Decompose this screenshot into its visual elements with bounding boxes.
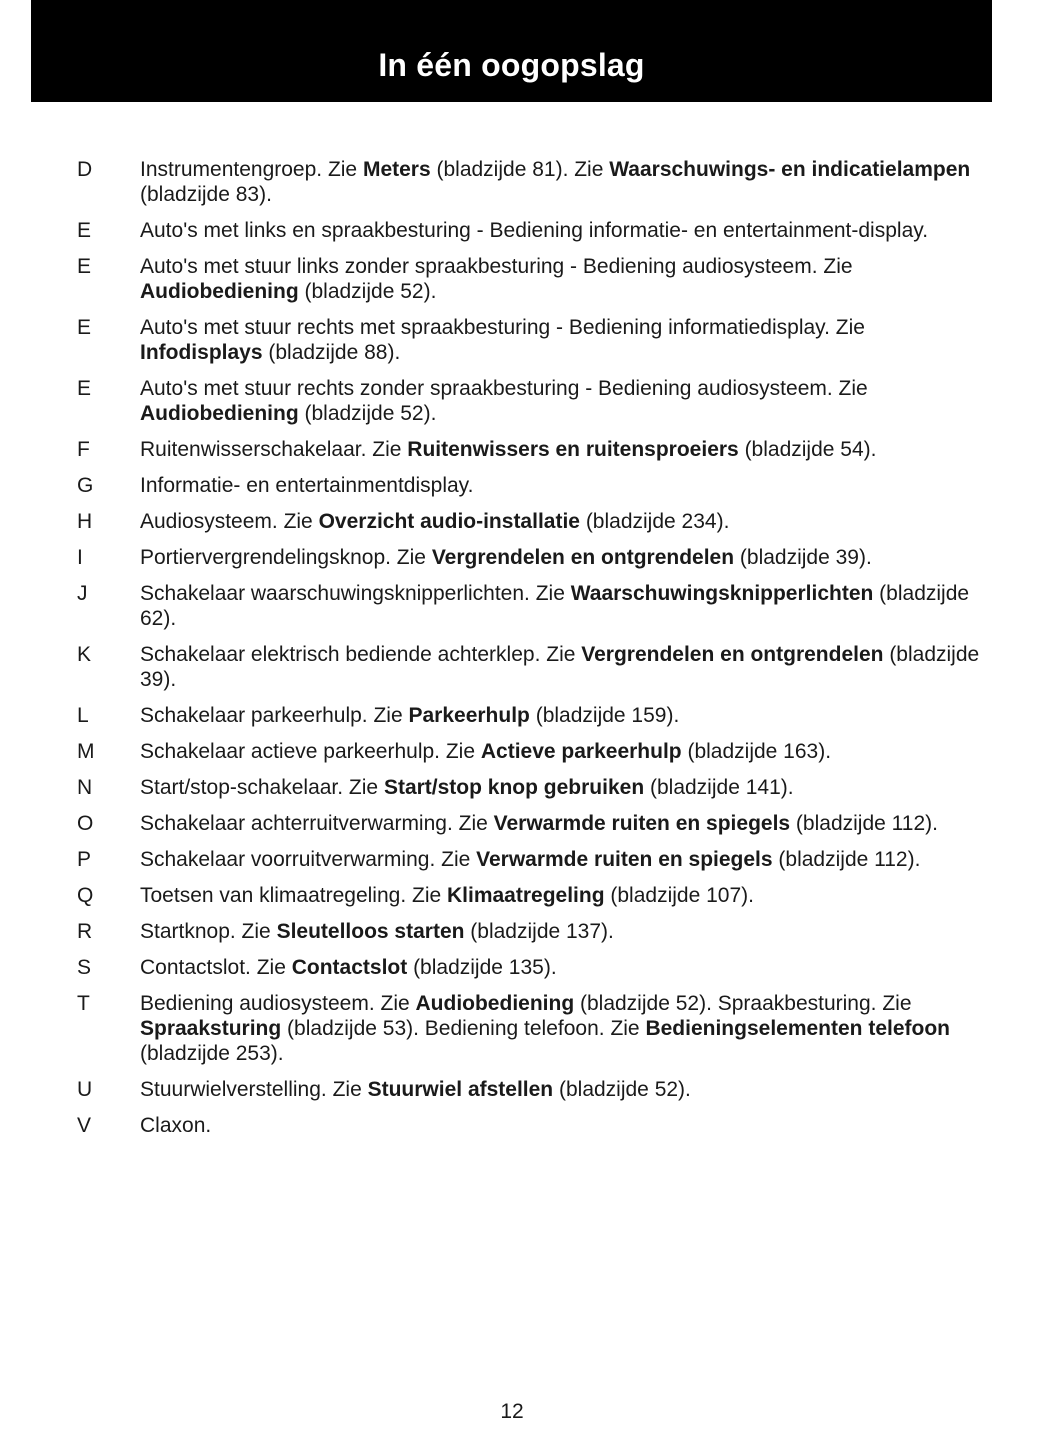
legend-item-letter: U bbox=[77, 1078, 93, 1101]
legend-item-description bbox=[140, 376, 985, 426]
description-text: Schakelaar parkeerhulp. Zie bbox=[140, 704, 409, 727]
description-text: (bladzijde 39). bbox=[734, 546, 872, 569]
description-text: Schakelaar actieve parkeerhulp. Zie bbox=[140, 740, 481, 763]
description-text: (bladzijde 52). Spraakbesturing. Zie bbox=[574, 992, 912, 1015]
description-text: Schakelaar waarschuwingsknipperlichten. Zie bbox=[140, 582, 571, 605]
description-text: (bladzijde 39). bbox=[140, 643, 980, 691]
cross-reference-link: Sleutelloos starten bbox=[276, 920, 465, 943]
cross-reference-link: Waarschuwings- en indicatielampen bbox=[609, 158, 971, 181]
legend-item bbox=[0, 883, 1056, 908]
legend-item bbox=[0, 775, 1056, 800]
legend-item bbox=[0, 811, 1056, 836]
legend-item-letter: N bbox=[77, 776, 93, 799]
legend-item bbox=[0, 703, 1056, 728]
description-text: (bladzijde 52). bbox=[298, 402, 437, 425]
legend-item bbox=[0, 254, 1056, 304]
legend-item-description bbox=[140, 1077, 985, 1102]
page-title: In één oogopslag bbox=[378, 47, 645, 83]
legend-item-letter: P bbox=[77, 848, 92, 871]
description-text: Auto's met stuur rechts met spraakbesturing - Bediening informatiedisplay. Zie bbox=[140, 316, 865, 339]
description-text: Toetsen van klimaatregeling. Zie bbox=[140, 884, 447, 907]
legend-item-description bbox=[140, 703, 985, 728]
description-text: Portiervergrendelingsknop. Zie bbox=[140, 546, 432, 569]
description-text: (bladzijde 52). bbox=[298, 280, 437, 303]
legend-item-description bbox=[140, 1113, 985, 1138]
description-text: (bladzijde 54). bbox=[738, 438, 877, 461]
legend-item bbox=[0, 509, 1056, 534]
legend-item bbox=[0, 581, 1056, 631]
legend-item bbox=[0, 847, 1056, 872]
legend-item bbox=[0, 739, 1056, 764]
legend-item-description bbox=[140, 919, 985, 944]
cross-reference-link: Bedieningselementen telefoon bbox=[645, 1017, 951, 1040]
cross-reference-link: Ruitenwissers en ruitensproeiers bbox=[407, 438, 739, 461]
legend-item-description bbox=[140, 883, 985, 908]
description-text: Schakelaar achterruitverwarming. Zie bbox=[140, 812, 494, 835]
description-text: Start/stop-schakelaar. Zie bbox=[140, 776, 384, 799]
legend-item-description bbox=[140, 545, 985, 570]
legend-item bbox=[0, 1077, 1056, 1102]
description-text: (bladzijde 107). bbox=[604, 884, 754, 907]
legend-item bbox=[0, 545, 1056, 570]
legend-item-letter: R bbox=[77, 920, 93, 943]
legend-item-letter: E bbox=[77, 377, 92, 400]
description-text: (bladzijde 135). bbox=[407, 956, 557, 979]
description-text: Startknop. Zie bbox=[140, 920, 277, 943]
legend-list bbox=[0, 157, 1056, 1149]
legend-item-description bbox=[140, 509, 985, 534]
description-text: (bladzijde 159). bbox=[529, 704, 680, 727]
legend-item-letter: V bbox=[77, 1114, 92, 1137]
description-text: Claxon. bbox=[140, 1114, 212, 1137]
description-text: Auto's met links en spraakbesturing - Bediening informatie- en entertainment-display. bbox=[140, 219, 929, 242]
legend-item bbox=[0, 642, 1056, 692]
description-text: Schakelaar elektrisch bediende achterklep. Zie bbox=[140, 643, 582, 666]
description-text: (bladzijde 83). bbox=[140, 183, 272, 206]
legend-item bbox=[0, 919, 1056, 944]
legend-item-letter: M bbox=[77, 740, 95, 763]
legend-item-letter: E bbox=[77, 255, 92, 278]
legend-item bbox=[0, 991, 1056, 1066]
description-text: Ruitenwisserschakelaar. Zie bbox=[140, 438, 408, 461]
legend-item bbox=[0, 157, 1056, 207]
legend-item-letter: E bbox=[77, 219, 92, 242]
legend-item bbox=[0, 955, 1056, 980]
description-text: Auto's met stuur links zonder spraakbesturing - Bediening audiosysteem. Zie bbox=[140, 255, 853, 278]
legend-item-description bbox=[140, 254, 985, 304]
legend-item-description bbox=[140, 739, 985, 764]
description-text: Instrumentengroep. Zie bbox=[140, 158, 363, 181]
cross-reference-link: Vergrendelen en ontgrendelen bbox=[431, 546, 735, 569]
legend-item bbox=[0, 376, 1056, 426]
description-text: (bladzijde 62). bbox=[140, 582, 970, 630]
cross-reference-link: Verwarmde ruiten en spiegels bbox=[476, 848, 773, 871]
legend-item bbox=[0, 218, 1056, 243]
description-text: Informatie- en entertainmentdisplay. bbox=[140, 474, 474, 497]
cross-reference-link: Start/stop knop gebruiken bbox=[383, 776, 645, 799]
legend-item-letter: T bbox=[77, 992, 90, 1015]
cross-reference-link: Audiobediening bbox=[140, 280, 299, 303]
legend-item-description bbox=[140, 473, 985, 498]
legend-item-letter: Q bbox=[77, 884, 94, 907]
description-text: Auto's met stuur rechts zonder spraakbesturing - Bediening audiosysteem. Zie bbox=[140, 377, 868, 400]
description-text: (bladzijde 81). Zie bbox=[430, 158, 610, 181]
cross-reference-link: Klimaatregeling bbox=[447, 884, 605, 907]
description-text: (bladzijde 112). bbox=[772, 848, 921, 871]
legend-item bbox=[0, 1113, 1056, 1138]
legend-item-description bbox=[140, 157, 985, 207]
cross-reference-link: Meters bbox=[362, 158, 431, 181]
description-text: Audiosysteem. Zie bbox=[140, 510, 319, 533]
legend-item-description bbox=[140, 811, 985, 836]
legend-item-description bbox=[140, 437, 985, 462]
description-text: Schakelaar voorruitverwarming. Zie bbox=[140, 848, 477, 871]
description-text: (bladzijde 163). bbox=[681, 740, 832, 763]
description-text: (bladzijde 253). bbox=[140, 1042, 284, 1065]
legend-item-letter: K bbox=[77, 643, 92, 666]
cross-reference-link: Verwarmde ruiten en spiegels bbox=[493, 812, 791, 835]
legend-item-description bbox=[140, 315, 985, 365]
description-text: Stuurwielverstelling. Zie bbox=[140, 1078, 368, 1101]
legend-item-description bbox=[140, 847, 985, 872]
cross-reference-link: Infodisplays bbox=[140, 341, 263, 364]
legend-item-letter: J bbox=[77, 582, 88, 605]
description-text: (bladzijde 88). bbox=[262, 341, 401, 364]
legend-item-letter: E bbox=[77, 316, 92, 339]
cross-reference-link: Waarschuwingsknipperlichten bbox=[570, 582, 874, 605]
legend-item-description bbox=[140, 955, 985, 980]
legend-item-description bbox=[140, 218, 985, 243]
description-text: (bladzijde 53). Bediening telefoon. Zie bbox=[281, 1017, 646, 1040]
legend-item bbox=[0, 315, 1056, 365]
cross-reference-link: Actieve parkeerhulp bbox=[480, 740, 682, 763]
legend-item bbox=[0, 437, 1056, 462]
legend-item bbox=[0, 473, 1056, 498]
cross-reference-link: Stuurwiel afstellen bbox=[367, 1078, 554, 1101]
legend-item-letter: F bbox=[77, 438, 90, 461]
description-text: (bladzijde 137). bbox=[464, 920, 614, 943]
legend-item-description bbox=[140, 581, 985, 631]
legend-item-letter: L bbox=[77, 704, 89, 727]
legend-item-letter: I bbox=[77, 546, 83, 569]
description-text: Contactslot. Zie bbox=[140, 956, 292, 979]
cross-reference-link: Contactslot bbox=[291, 956, 408, 979]
description-text: (bladzijde 112). bbox=[790, 812, 938, 835]
cross-reference-link: Parkeerhulp bbox=[408, 704, 530, 727]
description-text: Bediening audiosysteem. Zie bbox=[140, 992, 416, 1015]
legend-item-letter: G bbox=[77, 474, 94, 497]
page-number: 12 bbox=[500, 1400, 524, 1423]
legend-item-description bbox=[140, 991, 985, 1066]
legend-item-letter: H bbox=[77, 510, 93, 533]
legend-item-letter: D bbox=[77, 158, 93, 181]
legend-item-description bbox=[140, 642, 985, 692]
cross-reference-link: Overzicht audio-installatie bbox=[318, 510, 580, 533]
legend-item-description bbox=[140, 775, 985, 800]
cross-reference-link: Spraaksturing bbox=[140, 1017, 282, 1040]
cross-reference-link: Audiobediening bbox=[415, 992, 575, 1015]
description-text: (bladzijde 234). bbox=[579, 510, 730, 533]
description-text: (bladzijde 52). bbox=[553, 1078, 691, 1101]
description-text: (bladzijde 141). bbox=[644, 776, 794, 799]
cross-reference-link: Vergrendelen en ontgrendelen bbox=[581, 643, 884, 666]
legend-item-letter: O bbox=[77, 812, 94, 835]
legend-item-letter: S bbox=[77, 956, 92, 979]
page-header bbox=[31, 0, 992, 102]
cross-reference-link: Audiobediening bbox=[140, 402, 299, 425]
